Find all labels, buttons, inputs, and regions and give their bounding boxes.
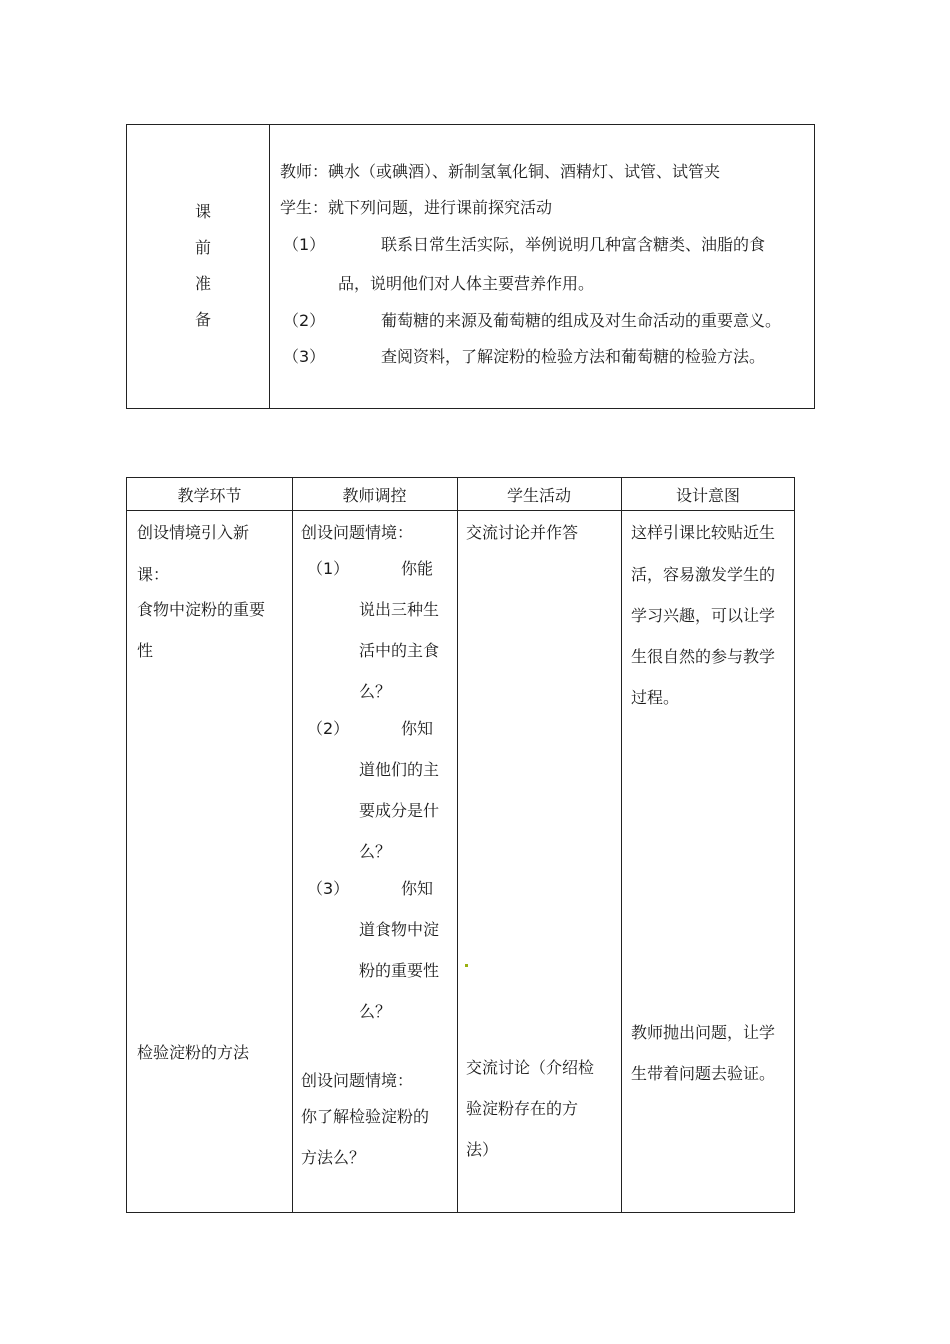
question-text: 你能 [401, 559, 434, 578]
item-number: （3） [283, 347, 326, 366]
intent-text: 教师抛出问题，让学 [631, 1023, 776, 1042]
label-char: 准 [194, 274, 211, 293]
header-divider [127, 510, 794, 511]
question-text: 么？ [359, 842, 392, 861]
stage-text: 性 [137, 641, 154, 660]
marker-dot [465, 964, 468, 967]
stage-text: 检验淀粉的方法 [137, 1043, 250, 1062]
header-teaching-stage: 教学环节 [177, 486, 242, 505]
item-number: （1） [283, 235, 326, 254]
header-teacher-control: 教师调控 [342, 486, 407, 505]
student-text: 交流讨论并作答 [466, 523, 579, 542]
label-char: 课 [194, 202, 211, 221]
question-text: 么？ [359, 682, 392, 701]
student-task: 学生：就下列问题，进行课前探究活动 [280, 198, 553, 217]
student-text: 验淀粉存在的方 [466, 1099, 579, 1118]
item-text: 葡萄糖的来源及葡萄糖的组成及对生命活动的重要意义。 [381, 311, 782, 330]
teacher-text: 方法么？ [301, 1148, 366, 1167]
teacher-text: 创设问题情境： [301, 523, 414, 542]
question-number: （1） [307, 559, 350, 578]
stage-text: 创设情境引入新 [137, 523, 250, 542]
header-student-activity: 学生活动 [506, 486, 571, 505]
prep-table [126, 124, 815, 409]
column-divider [621, 478, 622, 1212]
teacher-materials: 教师：碘水（或碘酒）、新制氢氧化铜、酒精灯、试管、试管夹 [280, 162, 721, 181]
intent-text: 学习兴趣，可以让学 [631, 606, 776, 625]
stage-text: 食物中淀粉的重要 [137, 600, 266, 619]
question-text: 么？ [359, 1002, 392, 1021]
item-text-cont: 品，说明他们对人体主要营养作用。 [338, 274, 595, 293]
intent-text: 过程。 [631, 688, 680, 707]
question-number: （3） [307, 879, 350, 898]
item-text: 联系日常生活实际，举例说明几种富含糖类、油脂的食 [381, 235, 766, 254]
item-number: （2） [283, 311, 326, 330]
item-text: 查阅资料，了解淀粉的检验方法和葡萄糖的检验方法。 [381, 347, 766, 366]
lesson-table [126, 477, 795, 1213]
question-text: 说出三种生 [359, 600, 440, 619]
intent-text: 这样引课比较贴近生 [631, 523, 776, 542]
question-text: 你知 [401, 719, 434, 738]
question-number: （2） [307, 719, 350, 738]
question-text: 粉的重要性 [359, 961, 440, 980]
teacher-text: 创设问题情境： [301, 1071, 414, 1090]
intent-text: 活，容易激发学生的 [631, 565, 776, 584]
teacher-text: 你了解检验淀粉的 [301, 1107, 430, 1126]
student-text: 交流讨论（介绍检 [466, 1058, 595, 1077]
question-text: 道他们的主 [359, 760, 440, 779]
question-text: 你知 [401, 879, 434, 898]
stage-text: 课： [137, 565, 170, 584]
intent-text: 生很自然的参与教学 [631, 647, 776, 666]
label-char: 前 [194, 238, 211, 257]
question-text: 活中的主食 [359, 641, 440, 660]
column-divider [292, 478, 293, 1212]
question-text: 道食物中淀 [359, 920, 440, 939]
question-text: 要成分是什 [359, 801, 440, 820]
column-divider [269, 125, 270, 408]
header-design-intent: 设计意图 [675, 486, 740, 505]
student-text: 法） [466, 1140, 499, 1159]
intent-text: 生带着问题去验证。 [631, 1064, 776, 1083]
label-char: 备 [194, 310, 211, 329]
column-divider [457, 478, 458, 1212]
